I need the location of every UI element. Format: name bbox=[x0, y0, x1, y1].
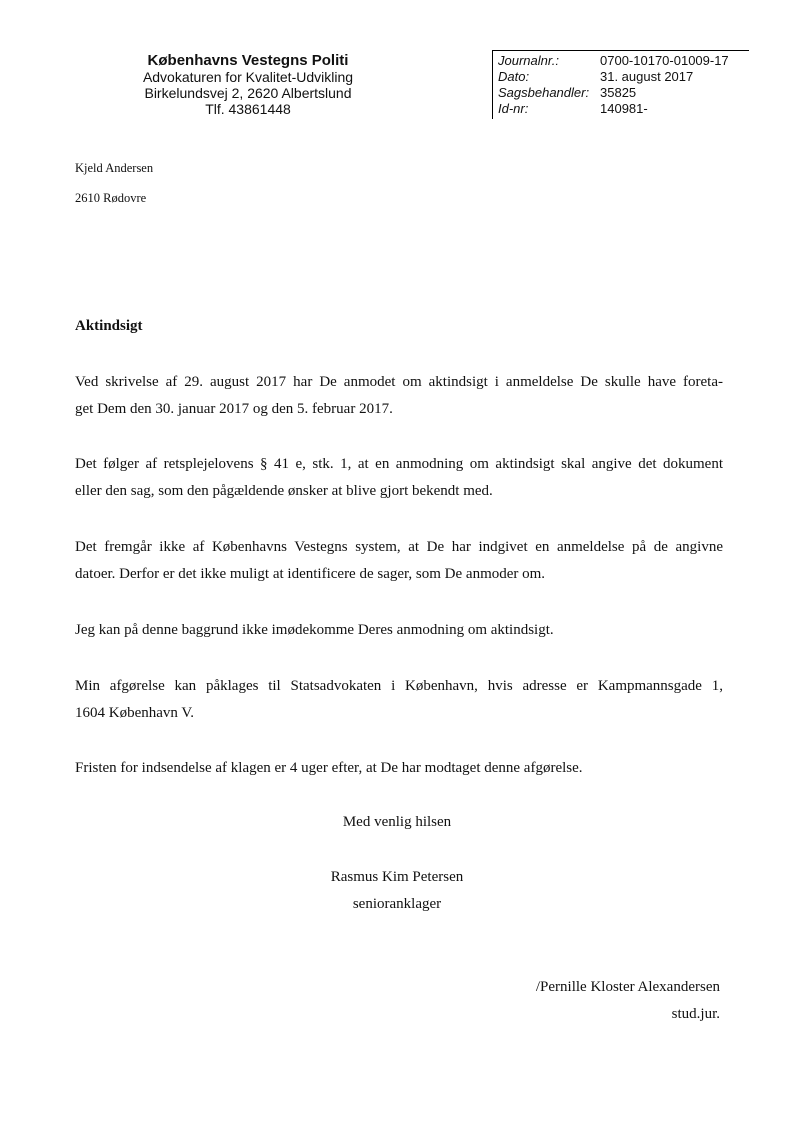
reference-row-case-handler bbox=[498, 85, 636, 100]
reference-label: Id-nr: bbox=[498, 101, 529, 116]
recipient-name: Kjeld Andersen bbox=[75, 161, 154, 175]
paragraph-line: eller den sag, som den pågældende ønsker at blive gjort bekendt med. bbox=[75, 483, 493, 499]
reference-row-id bbox=[498, 101, 648, 116]
sender-organization: Københavns Vestegns Politi bbox=[147, 52, 349, 69]
paragraph-line: 1604 København V. bbox=[75, 705, 195, 721]
paragraph-line: Fristen for indsendelse af klagen er 4 uger efter, at De har modtaget denne afgørelse. bbox=[75, 760, 583, 776]
reference-label: Journalnr.: bbox=[498, 53, 559, 68]
body-paragraph bbox=[75, 673, 723, 727]
recipient-city: 2610 Rødovre bbox=[75, 191, 147, 205]
sender-block bbox=[120, 52, 376, 117]
reference-value: 35825 bbox=[600, 85, 637, 100]
body-paragraph bbox=[75, 451, 723, 505]
reference-row-date bbox=[498, 69, 693, 84]
paragraph-line: datoer. Derfor er det ikke muligt at identificere de sager, som De anmoder om. bbox=[75, 566, 546, 582]
reference-row-journal bbox=[498, 53, 729, 68]
signatory-name: Rasmus Kim Petersen bbox=[330, 869, 464, 885]
secondary-signatory-name: /Pernille Kloster Alexandersen bbox=[535, 979, 720, 995]
sender-phone: Tlf. 43861448 bbox=[205, 101, 291, 117]
letter-subject: Aktindsigt bbox=[75, 318, 143, 334]
secondary-signatory-title: stud.jur. bbox=[671, 1006, 720, 1022]
body-paragraph bbox=[75, 617, 723, 644]
paragraph-line: get Dem den 30. januar 2017 og den 5. februar 2017. bbox=[75, 401, 393, 417]
paragraph-line: Min afgørelse kan påklages til Statsadvokaten i København, hvis adresse er Kampmannsgade 1, bbox=[75, 678, 723, 694]
body-paragraph bbox=[75, 369, 723, 423]
paragraph-line: Jeg kan på denne baggrund ikke imødekomme Deres anmodning om aktindsigt. bbox=[75, 622, 554, 638]
reference-label: Sagsbehandler: bbox=[498, 85, 590, 100]
sender-address: Birkelundsvej 2, 2620 Albertslund bbox=[144, 85, 352, 101]
reference-value: 140981- bbox=[600, 101, 648, 116]
body-paragraph bbox=[75, 755, 723, 782]
paragraph-line: Ved skrivelse af 29. august 2017 har De anmodet om aktindsigt i anmeldelse De skulle have foreta- bbox=[75, 374, 723, 390]
paragraph-line: Det fremgår ikke af Københavns Vestegns system, at De har indgivet en anmeldelse på de angivne bbox=[75, 539, 723, 555]
closing-greeting: Med venlig hilsen bbox=[342, 814, 452, 830]
reference-box bbox=[492, 50, 749, 119]
sender-department: Advokaturen for Kvalitet-Udvikling bbox=[142, 69, 354, 85]
reference-value: 31. august 2017 bbox=[600, 69, 694, 84]
reference-value: 0700-10170-01009-17 bbox=[600, 53, 729, 68]
paragraph-line: Det følger af retsplejelovens § 41 e, stk. 1, at en anmodning om aktindsigt skal angive det dokument bbox=[75, 456, 723, 472]
body-paragraph bbox=[75, 534, 723, 588]
signatory-title: senioranklager bbox=[352, 896, 442, 912]
reference-label: Dato: bbox=[498, 69, 530, 84]
